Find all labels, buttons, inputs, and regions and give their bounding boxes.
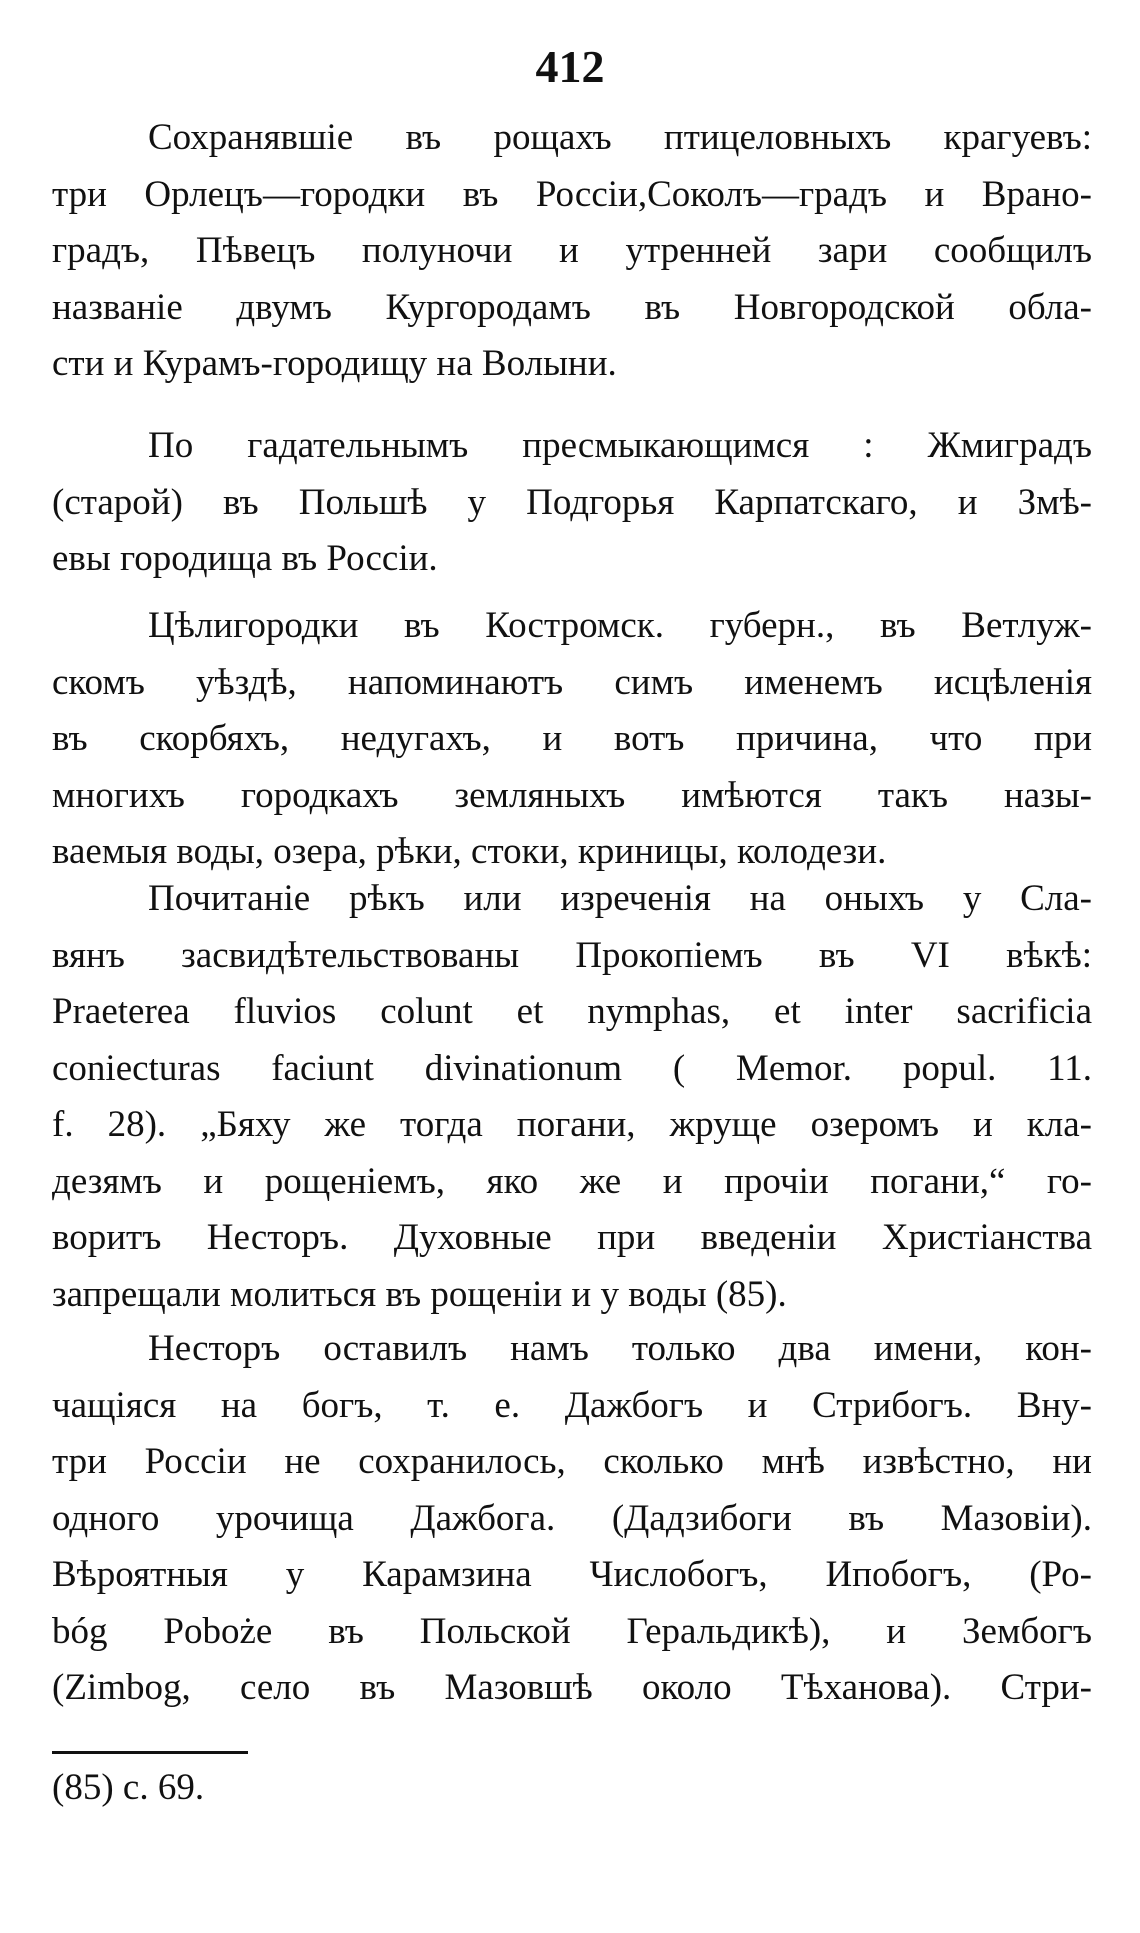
text-line: Цѣлигородки въ Костромск. губерн., въ Ветлуж-: [148, 605, 1092, 646]
text-line: Несторъ оставилъ намъ только два имени, кон-: [148, 1328, 1092, 1369]
text-line: одного урочища Дажбога. (Дадзибоги въ Мазовіи).: [52, 1497, 1092, 1539]
text-line: запрещали молиться въ рощеніи и у воды (85).: [52, 1273, 787, 1315]
paragraph-5: [52, 1321, 1092, 1717]
text-line: (старой) въ Польшѣ у Подгорья Карпатскаго, и Змѣ-: [52, 481, 1092, 523]
footnote-divider: [52, 1751, 248, 1754]
text-line: воритъ Несторъ. Духовные при введеніи Христіанства: [52, 1217, 1092, 1258]
paragraph-1: [52, 110, 1092, 393]
text-line: Вѣроятныя у Карамзина Числобогъ, Ипобогъ, (Ро-: [52, 1554, 1092, 1595]
text-line: bóg Pobоże въ Польской Геральдикѣ), и Зембогъ: [52, 1610, 1092, 1652]
page-number: 412: [535, 41, 605, 92]
text-line: скомъ уѣздѣ, напоминаютъ симъ именемъ исцѣленія: [52, 661, 1092, 703]
text-line: ваемыя воды, озера, рѣки, стоки, криницы, колодези.: [52, 831, 887, 872]
text-line: coniecturas faciunt divinationum ( Memor. popul. 11.: [52, 1047, 1092, 1089]
text-line: многихъ городкахъ земляныхъ имѣются такъ назы-: [52, 774, 1092, 816]
text-line: По гадательнымъ пресмыкающимся : Жмиградъ: [148, 425, 1092, 466]
text-line: названіе двумъ Кургородамъ въ Новгородской обла-: [52, 286, 1092, 328]
text-line: въ скорбяхъ, недугахъ, и вотъ причина, что при: [52, 718, 1092, 759]
text-line: три Россіи не сохранилось, сколько мнѣ извѣстно, ни: [52, 1441, 1092, 1482]
text-line: евы городища въ Россіи.: [52, 538, 438, 579]
text-line: чащіяся на богъ, т. е. Дажбогъ и Стрибогъ. Вну-: [52, 1384, 1092, 1426]
paragraph-4: [52, 871, 1092, 1323]
footnote: (85) с. 69.: [52, 1767, 205, 1808]
text-line: сти и Курамъ-городищу на Волыни.: [52, 343, 617, 384]
text-line: градъ, Пѣвецъ полуночи и утренней зари сообщилъ: [52, 230, 1092, 271]
text-line: Praeterea fluvios colunt et nymphas, et inter sacrificia: [52, 991, 1092, 1032]
text-line: f. 28). „Бяху же тогда погани, жруще озеромъ и кла-: [52, 1104, 1092, 1145]
text-line: Почитаніе рѣкъ или изреченія на оныхъ у Сла-: [148, 878, 1092, 919]
text-line: (Zimbog, село въ Мазовшѣ около Тѣханова). Стри-: [52, 1667, 1092, 1708]
text-line: вянъ засвидѣтельствованы Прокопіемъ въ VI вѣкѣ:: [52, 934, 1092, 976]
paragraph-2: [52, 418, 1092, 588]
text-line: три Орлецъ—городки въ Россіи,Соколъ—градъ и Врано-: [52, 173, 1092, 215]
text-line: дезямъ и рощеніемъ, яко же и прочіи погани,“ го-: [52, 1160, 1092, 1202]
paragraph-3: [52, 598, 1092, 881]
text-line: Сохранявшіе въ рощахъ птицеловныхъ крагуевъ:: [148, 117, 1092, 158]
